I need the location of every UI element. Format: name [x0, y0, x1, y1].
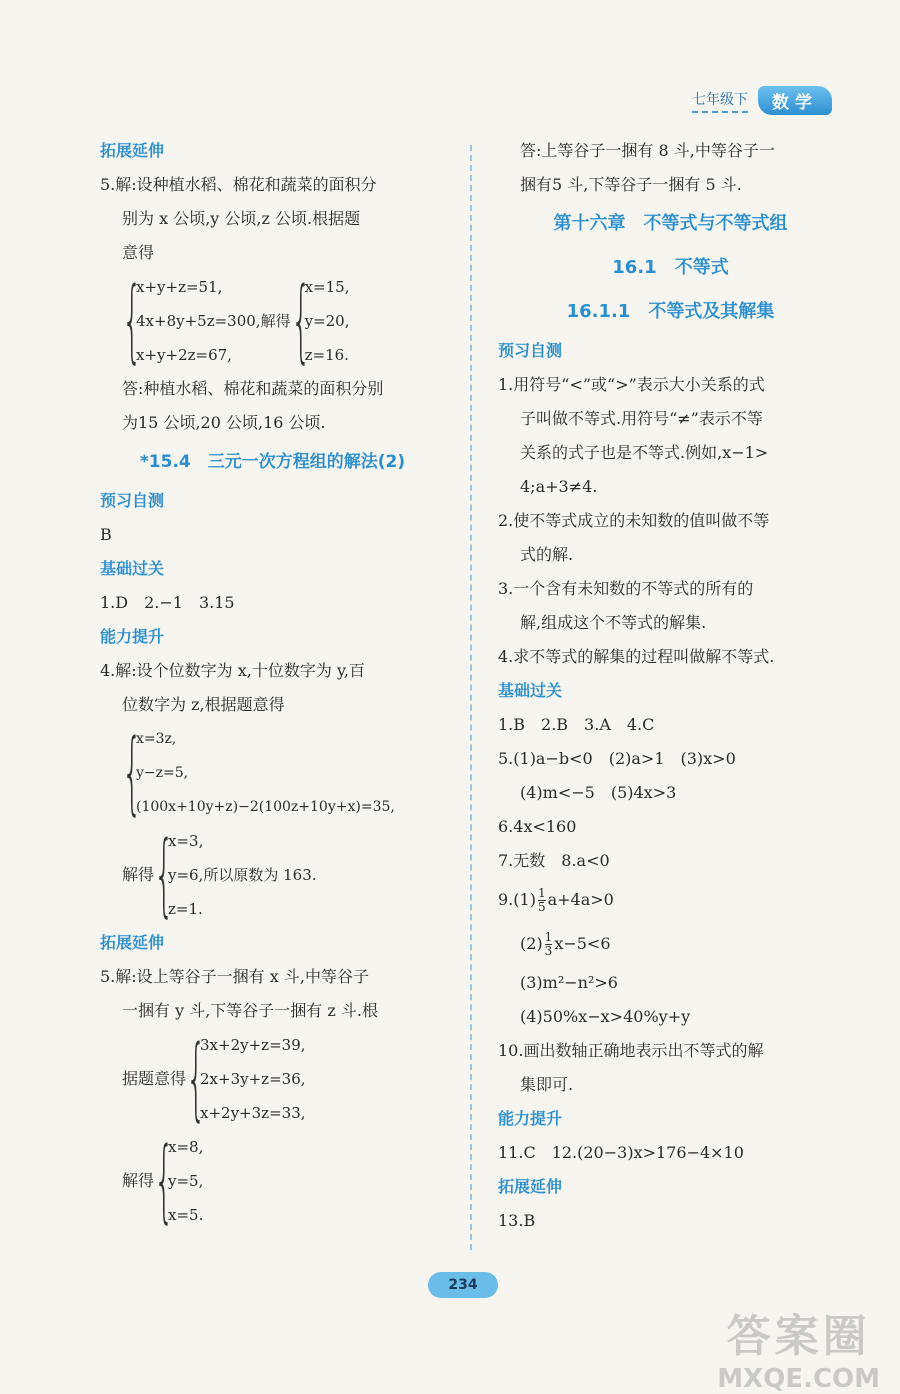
- text-label: 解得: [122, 1171, 155, 1190]
- text-line: 7.无数 8.a<0: [498, 851, 610, 870]
- text-line: 别为 x 公顷,y 公顷,z 公顷.根据题: [122, 209, 361, 228]
- equation-system: [100, 270, 445, 372]
- text-line: 4;a+3≠4.: [520, 477, 598, 496]
- equation: x=3,: [168, 832, 204, 850]
- text-line: (2) $\frac{1}{3}$ x−5<6: [520, 930, 611, 958]
- text-line: 9.(1) $\frac{1}{5}$ a+4a>0: [498, 886, 614, 914]
- section-heading: 拓展延伸: [498, 1177, 563, 1196]
- section-heading: 拓展延伸: [100, 141, 165, 160]
- brace-symbol: {: [122, 268, 143, 373]
- equation: x=15,: [304, 278, 350, 296]
- text-line: 5.(1)a−b<0 (2)a>1 (3)x>0: [498, 749, 736, 768]
- equation-system: [100, 722, 445, 824]
- equation: 2x+3y+z=36,: [200, 1070, 306, 1088]
- text-line: 答:上等谷子一捆有 8 斗,中等谷子一: [520, 141, 775, 160]
- text-line: 4.求不等式的解集的过程叫做解不等式.: [498, 647, 775, 666]
- text-line: 集即可.: [520, 1075, 574, 1094]
- text-line: (3)m²−n²>6: [520, 973, 618, 992]
- text-line: 式的解.: [520, 545, 574, 564]
- column-divider: [470, 145, 472, 1250]
- text-line: 1.用符号“<”或“>”表示大小关系的式: [498, 375, 765, 394]
- text-label: 据题意得: [122, 1069, 187, 1088]
- equation: x=8,: [168, 1138, 204, 1156]
- equation: 4x+8y+5z=300,解得: [136, 312, 291, 330]
- text-line: 为15 公顷,20 公顷,16 公顷.: [122, 413, 326, 432]
- page-header: [692, 86, 832, 115]
- text-line: 捆有5 斗,下等谷子一捆有 5 斗.: [520, 175, 742, 194]
- equation: z=1.: [168, 900, 203, 918]
- text-line: 13.B: [498, 1211, 536, 1230]
- section-heading: 能力提升: [100, 627, 165, 646]
- text-line: 意得: [122, 243, 155, 262]
- chapter-title: *15.4 三元一次方程组的解法(2): [139, 452, 406, 472]
- page-number: 234: [428, 1272, 498, 1298]
- text-line: 解,组成这个不等式的解集.: [520, 613, 707, 632]
- equation: x=3z,: [136, 731, 177, 747]
- equation: x=5.: [168, 1206, 204, 1224]
- section-heading: 基础过关: [100, 559, 165, 578]
- grade-label: 七年级下: [692, 89, 748, 113]
- section-heading: 基础过关: [498, 681, 563, 700]
- text-line: 一捆有 y 斗,下等谷子一捆有 z 斗.根: [122, 1001, 378, 1020]
- equation: (100x+10y+z)−2(100z+10y+x)=35,: [136, 799, 395, 815]
- section-heading: 能力提升: [498, 1109, 563, 1128]
- fraction: $\frac{1}{3}$: [544, 930, 553, 958]
- equation: z=16.: [304, 346, 349, 364]
- watermark-logo: 答案圈 MXQE.COM: [717, 1311, 880, 1394]
- brace-symbol: {: [154, 822, 175, 927]
- section-heading: 预习自测: [100, 491, 165, 510]
- brace-symbol: {: [122, 720, 143, 825]
- brace-symbol: {: [290, 268, 311, 373]
- chapter-title: 第十六章 不等式与不等式组: [553, 213, 788, 234]
- section-heading: 预习自测: [498, 341, 563, 360]
- text-line: 11.C 12.(20−3)x>176−4×10: [498, 1143, 744, 1162]
- equation: y−z=5,: [136, 765, 189, 781]
- subject-badge: 数学: [758, 86, 832, 115]
- text-line: 5.解:设种植水稻、棉花和蔬菜的面积分: [100, 175, 377, 194]
- text-line: 2.使不等式成立的未知数的值叫做不等: [498, 511, 770, 530]
- text-line: (4)50%x−x>40%y+y: [520, 1007, 691, 1026]
- text-line: B: [100, 525, 112, 544]
- equation: x+2y+3z=33,: [200, 1104, 306, 1122]
- text-line: 10.画出数轴正确地表示出不等式的解: [498, 1041, 764, 1060]
- text-line: 子叫做不等式.用符号“≠”表示不等: [520, 409, 763, 428]
- left-column: [100, 134, 445, 1232]
- equation: y=6,所以原数为 163.: [168, 866, 317, 884]
- text-line: 1.B 2.B 3.A 4.C: [498, 715, 655, 734]
- text-line: 答:种植水稻、棉花和蔬菜的面积分别: [122, 379, 384, 398]
- brace-symbol: {: [154, 1128, 175, 1233]
- text-line: 位数字为 z,根据题意得: [122, 695, 285, 714]
- equation: 3x+2y+z=39,: [200, 1036, 306, 1054]
- fraction: $\frac{1}{5}$: [537, 886, 546, 914]
- text-label: 解得: [122, 865, 155, 884]
- text-line: 5.解:设上等谷子一捆有 x 斗,中等谷子: [100, 967, 369, 986]
- subsection-title: 16.1.1 不等式及其解集: [566, 301, 775, 322]
- equation: x+y+z=51,: [136, 278, 223, 296]
- equation-system: [100, 1028, 445, 1130]
- equation-system: [100, 1130, 445, 1232]
- text-line: (4)m<−5 (5)4x>3: [520, 783, 677, 802]
- brace-symbol: {: [186, 1026, 207, 1131]
- section-title: 16.1 不等式: [612, 257, 729, 278]
- text-line: 3.一个含有未知数的不等式的所有的: [498, 579, 754, 598]
- equation: y=5,: [168, 1172, 204, 1190]
- section-heading: 拓展延伸: [100, 933, 165, 952]
- equation: y=20,: [304, 312, 350, 330]
- equation-system: [100, 824, 445, 926]
- right-column: [498, 134, 843, 1238]
- text-line: 4.解:设个位数字为 x,十位数字为 y,百: [100, 661, 365, 680]
- text-line: 1.D 2.−1 3.15: [100, 593, 235, 612]
- equation: x+y+2z=67,: [136, 346, 232, 364]
- text-line: 关系的式子也是不等式.例如,x−1>: [520, 443, 769, 462]
- text-line: 6.4x<160: [498, 817, 577, 836]
